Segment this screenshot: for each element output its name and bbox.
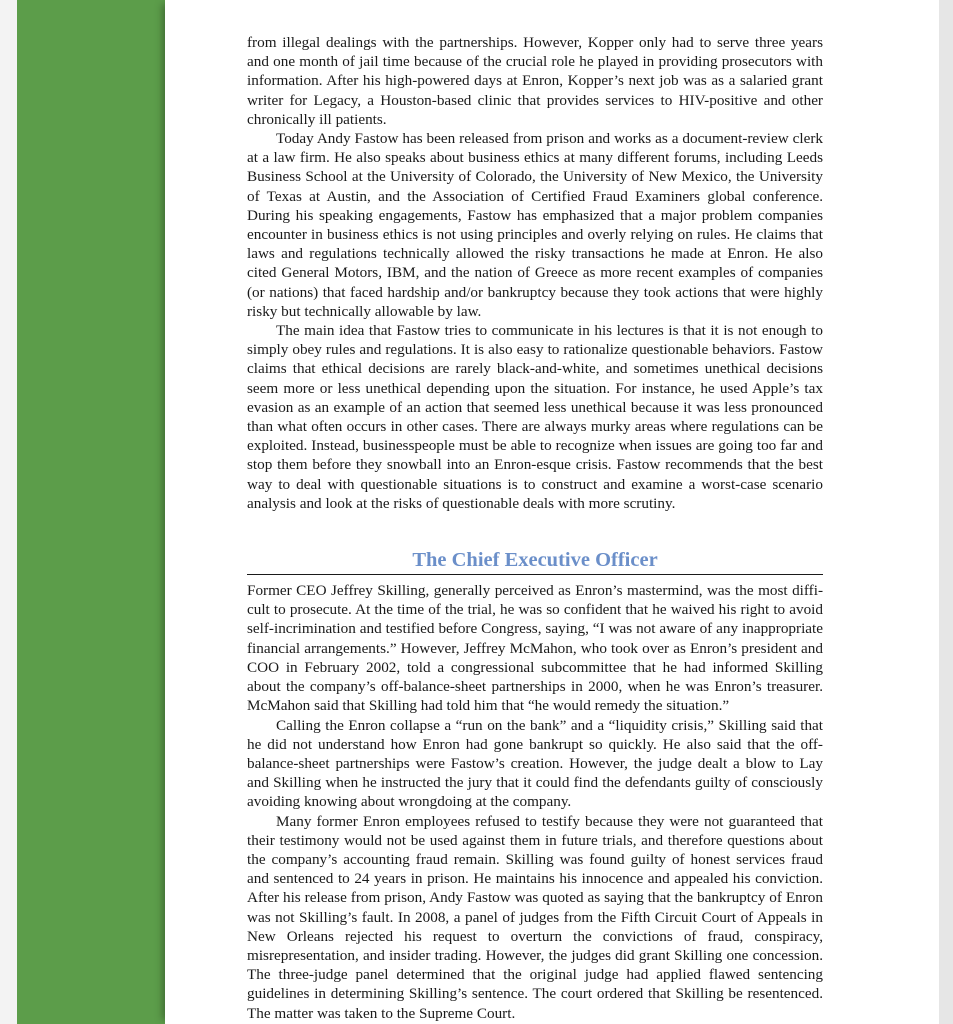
paragraph-fastow-today: Today Andy Fastow has been released from prison and works as a document-review clerk at a law firm. He also speaks about business ethics at many different forums, including Leeds Business School at the University of Colorado, the University of New Mexico, the University of Texas at Austin, and the Association of Certified Fraud Examiners global conference. During his speaking engagements, Fastow has emphasized that a major problem companies encounter in business ethics is not using principles and overly relying on rules. He claims that laws and regulations technically allowed the risky transactions he made at Enron. He also cited General Motors, IBM, and the nation of Greece as more recent examples of companies (or nations) that faced hardship and/or bankruptcy because they took actions that were highly risky but technically allowable by law. [247,130,823,320]
green-sidebar [17,0,165,1024]
paragraph-skilling-intro: Former CEO Jeffrey Skilling, generally perceived as Enron’s mastermind, was the most difficult to prosecute. At the time of the trial, he was so confident that he waived his right to avoid self-incrimination and testified before Congress, saying, “I was not aware of any inappropriate financial arrangements.” However, Jeffrey McMahon, who took over as Enron’s president and COO in February 2002, told a congressional subcommittee that he had informed Skilling about the company’s off-balance-sheet partnerships in 2000, when he was Enron’s treasurer. McMahon said that Skilling had told him that “he would remedy the situation.” [247,582,823,715]
left-margin [0,0,17,1024]
book-page[interactable] [165,0,939,1024]
right-gutter [939,0,953,1024]
paragraph-continuation: from illegal dealings with the partnerships. However, Kopper only had to serve three years and one month of jail time because of the crucial role he played in providing prosecutors with information. After his high-powered days at Enron, Kopper’s next job was as a salaried grant writer for Legacy, a Houston-based clinic that provides services to HIV-positive and other chronically ill patients. [247,34,823,128]
page-content [247,33,823,1023]
section-heading: The Chief Executive Officer [247,547,823,575]
paragraph-skilling-collapse: Calling the Enron collapse a “run on the bank” and a “liquidity crisis,” Skilling said that he did not understand how Enron had gone bankrupt so quickly. He also said that the off-balance-sheet partnerships were Fastow’s creation. However, the judge dealt a blow to Lay and Skilling when he instructed the jury that it could find the defendants guilty of consciously avoiding knowing about wrongdoing at the company. [247,716,823,811]
paragraph-fastow-main-idea: The main idea that Fastow tries to communicate in his lectures is that it is not enough to simply obey rules and regulations. It is also easy to rationalize questionable behaviors. Fastow claims that ethical decisions are rarely black-and-white, and sometimes unethical decisions seem more or less unethical depending upon the situation. For instance, he used Apple’s tax evasion as an example of an action that seemed less unethical because it was less pronounced than what often occurs in other cases. There are always murky areas where regulations can be exploited. Instead, businesspeople must be able to recognize when issues are going too far and stop them before they snowball into an Enron-esque crisis. Fastow recommends that the best way to deal with questionable situations is to construct and examine a worst-case scenario analysis and look at the risks of questionable deals with more scrutiny. [247,322,823,512]
paragraph-skilling-trial: Many former Enron employees refused to testify because they were not guaranteed that their testimony would not be used against them in future trials, and therefore questions about the company’s accounting fraud remain. Skilling was found guilty of honest services fraud and sentenced to 24 years in prison. He maintains his innocence and appealed his conviction. After his release from prison, Andy Fastow was quoted as saying that the bankruptcy of Enron was not Skilling’s fault. In 2008, a panel of judges from the Fifth Circuit Court of Appeals in New Orleans rejected his request to overturn the convictions of fraud, conspiracy, misrepresentation, and insider trading. However, the judges did grant Skilling one concession. The three-judge panel determined that the original judge had applied flawed sentencing guidelines in determining Skilling’s sentence. The court ordered that Skilling be resentenced. The matter was taken to the Supreme Court. [247,812,823,1022]
